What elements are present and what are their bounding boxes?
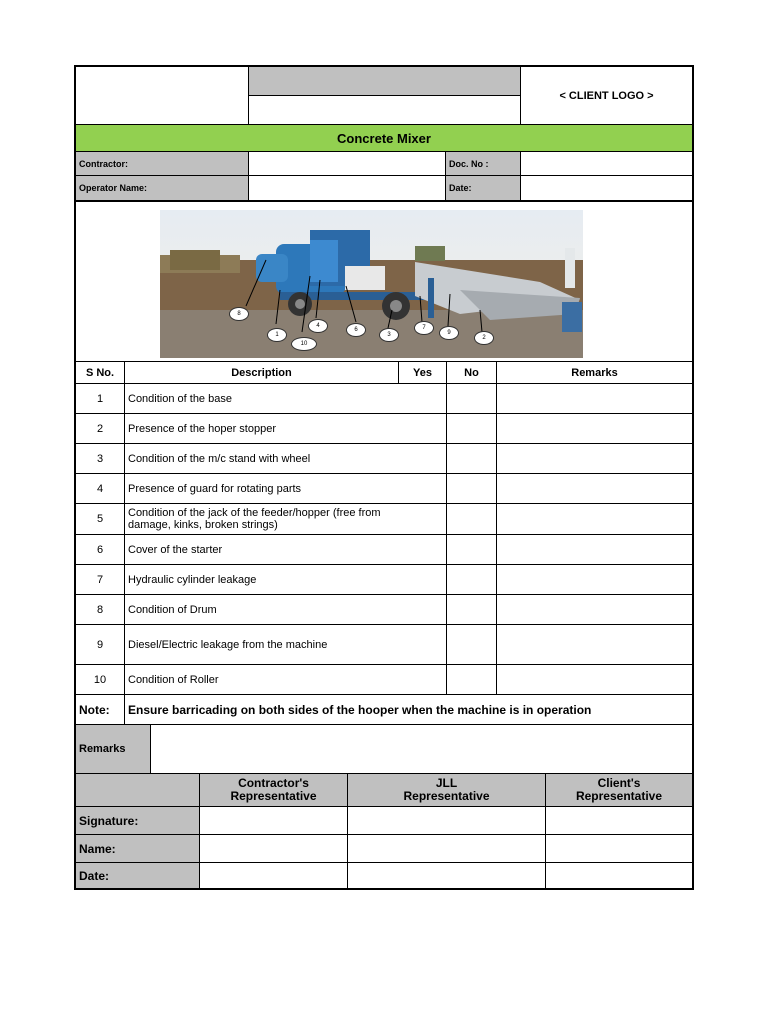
row-description: Presence of the hoper stopper <box>124 413 446 443</box>
row-sno: 9 <box>76 624 124 664</box>
row-description: Presence of guard for rotating parts <box>124 473 446 503</box>
jll-signature-field[interactable] <box>347 806 545 834</box>
remarks-field[interactable] <box>150 724 692 773</box>
row-remarks-cell[interactable] <box>496 534 692 564</box>
date-label: Date: <box>445 175 520 200</box>
client-representative-header: Client's Representative <box>545 773 692 806</box>
concrete-mixer-photo <box>160 210 583 358</box>
callout-4: 4 <box>308 319 328 333</box>
row-sno: 1 <box>76 383 124 413</box>
client-signature-field[interactable] <box>545 806 692 834</box>
contractor-date-field[interactable] <box>199 862 347 888</box>
operator-name-field[interactable] <box>248 175 445 200</box>
row-sno: 3 <box>76 443 124 473</box>
row-remarks-cell[interactable] <box>496 443 692 473</box>
row-remarks-cell[interactable] <box>496 664 692 694</box>
row-description: Condition of the base <box>124 383 446 413</box>
contractor-representative-header: Contractor's Representative <box>199 773 347 806</box>
jll-representative-header: JLL Representative <box>347 773 545 806</box>
contractor-field[interactable] <box>248 151 445 175</box>
row-no-cell[interactable] <box>446 413 496 443</box>
row-no-cell[interactable] <box>446 664 496 694</box>
remarks-header: Remarks <box>496 361 692 383</box>
contractor-label: Contractor: <box>76 151 249 175</box>
doc-no-field[interactable] <box>520 151 692 175</box>
contractor-name-field[interactable] <box>199 834 347 862</box>
note-label: Note: <box>76 694 124 724</box>
row-remarks-cell[interactable] <box>496 503 692 534</box>
row-sno: 10 <box>76 664 124 694</box>
callout-7: 7 <box>414 321 434 335</box>
row-no-cell[interactable] <box>446 503 496 534</box>
row-description: Condition of Drum <box>124 594 446 624</box>
row-sno: 8 <box>76 594 124 624</box>
operator-name-label: Operator Name: <box>76 175 249 200</box>
row-remarks-cell[interactable] <box>496 594 692 624</box>
row-no-cell[interactable] <box>446 383 496 413</box>
row-description: Diesel/Electric leakage from the machine <box>124 624 446 664</box>
callout-9: 9 <box>439 326 459 340</box>
row-no-cell[interactable] <box>446 594 496 624</box>
doc-no-label: Doc. No : <box>445 151 520 175</box>
sno-header: S No. <box>76 361 124 383</box>
header-blank-cell <box>76 67 249 124</box>
form-title: Concrete Mixer <box>76 124 692 151</box>
header-top-grey-cell <box>248 67 520 95</box>
note-text: Ensure barricading on both sides of the hooper when the machine is in operation <box>124 694 692 724</box>
remarks-label: Remarks <box>76 724 150 773</box>
row-remarks-cell[interactable] <box>496 473 692 503</box>
row-remarks-cell[interactable] <box>496 413 692 443</box>
no-header: No <box>446 361 496 383</box>
callout-1: 1 <box>267 328 287 342</box>
row-description: Condition of the m/c stand with wheel <box>124 443 446 473</box>
row-remarks-cell[interactable] <box>496 564 692 594</box>
row-sno: 2 <box>76 413 124 443</box>
client-name-field[interactable] <box>545 834 692 862</box>
row-sno: 7 <box>76 564 124 594</box>
row-sno: 5 <box>76 503 124 534</box>
yes-header: Yes <box>398 361 446 383</box>
callout-3: 3 <box>379 328 399 342</box>
row-description: Hydraulic cylinder leakage <box>124 564 446 594</box>
inspection-checklist-form <box>74 65 694 890</box>
row-no-cell[interactable] <box>446 624 496 664</box>
client-logo-placeholder: < CLIENT LOGO > <box>520 67 692 124</box>
callout-6: 6 <box>346 323 366 337</box>
row-remarks-cell[interactable] <box>496 383 692 413</box>
jll-date-field[interactable] <box>347 862 545 888</box>
signoff-corner-cell <box>76 773 199 806</box>
description-header: Description <box>124 361 398 383</box>
jll-name-field[interactable] <box>347 834 545 862</box>
row-description: Condition of Roller <box>124 664 446 694</box>
client-date-field[interactable] <box>545 862 692 888</box>
header-bottom-cell <box>248 95 520 124</box>
contractor-signature-field[interactable] <box>199 806 347 834</box>
row-sno: 6 <box>76 534 124 564</box>
name-label: Name: <box>76 834 199 862</box>
row-remarks-cell[interactable] <box>496 624 692 664</box>
callout-10: 10 <box>291 337 317 351</box>
row-no-cell[interactable] <box>446 564 496 594</box>
callout-2: 2 <box>474 331 494 345</box>
callout-8: 8 <box>229 307 249 321</box>
signature-label: Signature: <box>76 806 199 834</box>
row-description: Condition of the jack of the feeder/hopper (free from damage, kinks, broken strings) <box>124 503 446 534</box>
row-no-cell[interactable] <box>446 534 496 564</box>
row-no-cell[interactable] <box>446 443 496 473</box>
row-description: Cover of the starter <box>124 534 446 564</box>
date-field[interactable] <box>520 175 692 200</box>
row-sno: 4 <box>76 473 124 503</box>
signoff-date-label: Date: <box>76 862 199 888</box>
row-no-cell[interactable] <box>446 473 496 503</box>
